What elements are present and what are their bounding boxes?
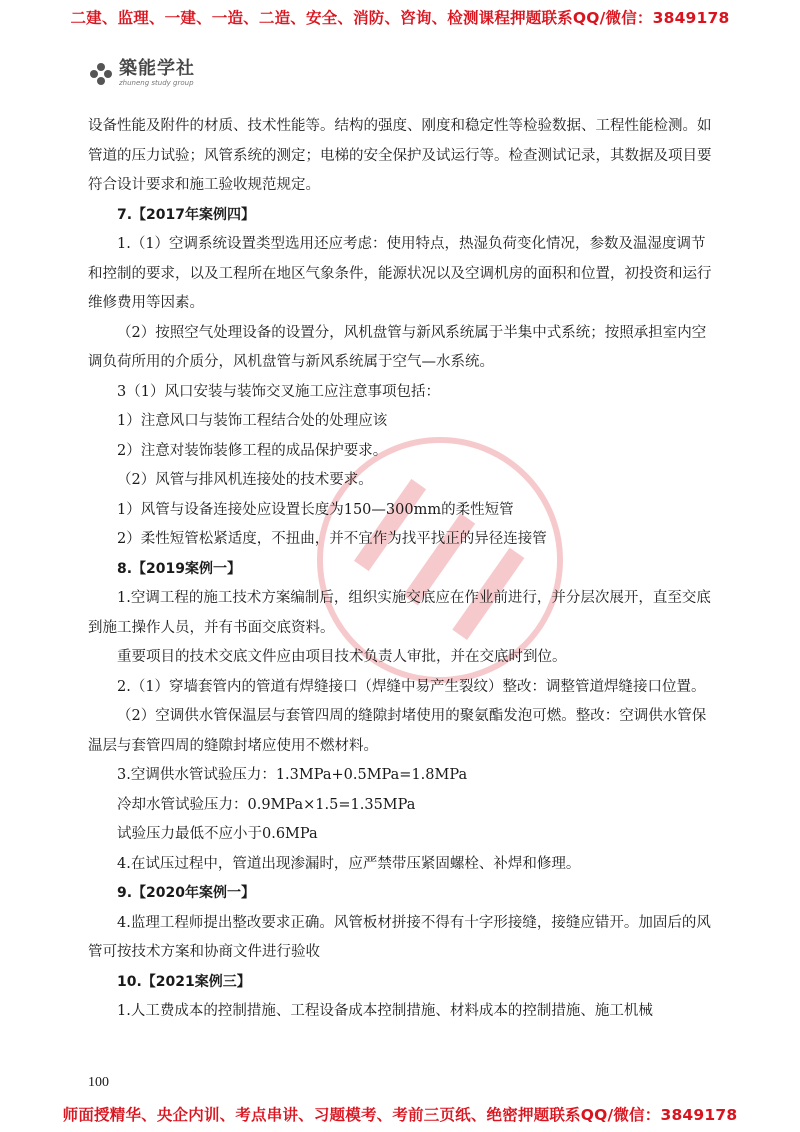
paragraph: 1.（1）空调系统设置类型选用还应考虑：使用特点，热湿负荷变化情况，参数及温湿度调节和控制的要求，以及工程所在地区气象条件，能源状况以及空调机房的面积和位置，初投资和运行维修费用等因素。 — [88, 236, 712, 311]
paragraph: 4.监理工程师提出整改要求正确。风管板材拼接不得有十字形接缝，接缝应错开。加固后的风管可按技术方案和协商文件进行验收 — [88, 914, 711, 960]
bottom-promo-banner: 师面授精华、央企内训、考点串讲、习题模考、考前三页纸、绝密押题联系QQ/微信：3849178 — [62, 1106, 738, 1124]
logo-subtitle: zhuneng study group — [119, 79, 194, 87]
paragraph: 3（1）风口安装与装饰交叉施工应注意事项包括： — [117, 383, 440, 400]
section-heading: 7.【2017年案例四】 — [117, 206, 256, 223]
section-heading: 9.【2020年案例一】 — [117, 885, 256, 901]
flower-logo-icon — [88, 61, 114, 87]
paragraph: 4.在试压过程中，管道出现渗漏时，应严禁带压紧固螺栓、补焊和修理。 — [117, 855, 581, 872]
paragraph: 1）风管与设备连接处应设置长度为150—300mm的柔性短管 — [117, 501, 514, 518]
page-number: 100 — [88, 1075, 109, 1090]
paragraph: 1.空调工程的施工技术方案编制后，组织实施交底应在作业前进行，并分层次展开，直至交底到施工操作人员，并有书面交底资料。 — [88, 590, 711, 636]
paragraph: 2）柔性短管松紧适度，不扭曲，并不宜作为找平找正的异径连接管 — [117, 531, 547, 547]
publisher-logo — [88, 60, 195, 87]
paragraph: （2）风管与排风机连接处的技术要求。 — [117, 472, 373, 488]
paragraph: 试验压力最低不应小于0.6MPa — [117, 826, 318, 842]
paragraph: 1）注意风口与装饰工程结合处的处理应该 — [117, 413, 388, 429]
paragraph: （2）空调供水管保温层与套管四周的缝隙封堵使用的聚氨酯发泡可燃。整改：空调供水管保温层与套管四周的缝隙封堵应使用不燃材料。 — [88, 708, 707, 754]
paragraph: 冷却水管试验压力：0.9MPa×1.5=1.35MPa — [117, 796, 416, 813]
section-heading: 10.【2021案例三】 — [117, 973, 251, 990]
paragraph: 3.空调供水管试验压力：1.3MPa+0.5MPa=1.8MPa — [117, 767, 468, 783]
paragraph: （2）按照空气处理设备的设置分，风机盘管与新风系统属于半集中式系统；按照承担室内空调负荷所用的介质分，风机盘管与新风系统属于空气—水系统。 — [88, 324, 707, 370]
top-promo-banner: 二建、监理、一建、一造、二造、安全、消防、咨询、检测课程押题联系QQ/微信：3849178 — [70, 9, 730, 27]
paragraph: 重要项目的技术交底文件应由项目技术负责人审批，并在交底时到位。 — [117, 649, 567, 665]
paragraph: 1.人工费成本的控制措施、工程设备成本控制措施、材料成本的控制措施、施工机械 — [117, 1003, 653, 1019]
paragraph: 设备性能及附件的材质、技术性能等。结构的强度、刚度和稳定性等检验数据、工程性能检测。如管道的压力试验；风管系统的测定；电梯的安全保护及试运行等。检查测试记录，其数据及项目要符合设计要求和施工验收规范规定。 — [88, 118, 712, 193]
paragraph: 2）注意对装饰装修工程的成品保护要求。 — [117, 442, 388, 459]
section-heading: 8.【2019案例一】 — [117, 560, 242, 577]
logo-name: 築能学社 — [119, 58, 195, 79]
paragraph: 2.（1）穿墙套管内的管道有焊缝接口（焊缝中易产生裂纹）整改：调整管道焊缝接口位置。 — [117, 678, 706, 695]
document-body — [88, 112, 718, 1027]
